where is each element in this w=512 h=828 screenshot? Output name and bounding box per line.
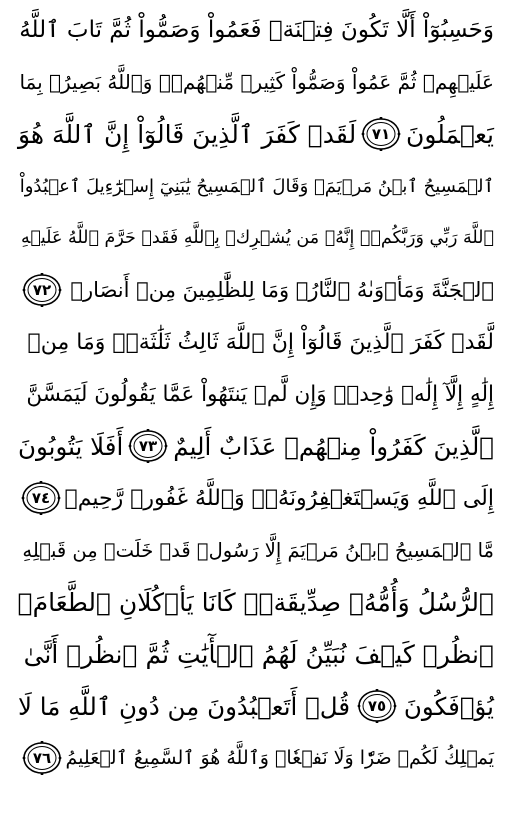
ayah-number-marker [21, 481, 61, 515]
verse-text: لَقَدۡ كَفَرَ ٱلَّذِينَ قَالُوٓاْ إِنَّ ٱللَّهَ هُوَ [18, 119, 357, 149]
verse-text: ٱنظُرۡ كَيۡفَ نُبَيِّنُ لَهُمُ ٱلۡأٓيَٰتِ ثُمَّ ٱنظُرۡ أَنَّىٰ [23, 639, 494, 669]
verse-line [18, 576, 494, 628]
ayah-number-marker [22, 741, 62, 775]
verse-line [18, 628, 494, 680]
verse-text: ٱلَّذِينَ كَفَرُواْ مِنۡهُمۡ عَذَابٌ أَلِيمٌ [173, 431, 494, 461]
ayah-ornament-icon [22, 273, 62, 307]
verse-text: إِلَى ٱللَّهِ وَيَسۡتَغۡفِرُونَهُۥۚ وَٱللَّهُ غَفُورٞ رَّحِيمٞ [64, 485, 494, 511]
verse-line [18, 524, 494, 576]
ayah-number: ٧٣ [139, 437, 158, 455]
verse-line [18, 368, 494, 420]
verse-text: يُؤۡفَكُونَ [403, 691, 494, 721]
verse-line [18, 420, 494, 472]
verse-text: أَفَلَا يَتُوبُونَ [18, 431, 124, 461]
verse-text: ٱلرُّسُلُ وَأُمُّهُۥ صِدِّيقَةٞۖ كَانَا يَأۡكُلَانِ ٱلطَّعَامَۗ [17, 587, 494, 617]
ayah-ornament-icon [21, 481, 61, 515]
verse-text: يَعۡمَلُونَ [405, 119, 494, 149]
ayah-number: ٧١ [371, 125, 391, 143]
verse-line [18, 160, 494, 212]
verse-text: ٱللَّهَ رَبِّي وَرَبَّكُمۡۖ إِنَّهُۥ مَن يُشۡرِكۡ بِٱللَّهِ فَقَدۡ حَرَّمَ ٱللَّهُ عَلَيۡهِ [20, 228, 494, 248]
verse-text: ٱلۡمَسِيحُ ٱبۡنُ مَرۡيَمَۖ وَقَالَ ٱلۡمَسِيحُ يَٰبَنِيٓ إِسۡرَٰٓءِيلَ ٱعۡبُدُواْ [19, 175, 494, 197]
ayah-ornament-icon [22, 741, 62, 775]
ayah-ornament-icon [361, 117, 401, 151]
verse-line [18, 212, 494, 264]
verse-text: قُلۡ أَتَعۡبُدُونَ مِن دُونِ ٱللَّهِ مَا لَا [18, 691, 351, 721]
verse-line [18, 316, 494, 368]
ayah-number-marker [22, 273, 62, 307]
verse-text: ٱلۡجَنَّةَ وَمَأۡوَىٰهُ ٱلنَّارُۖ وَمَا لِلظَّٰلِمِينَ مِنۡ أَنصَارٖ [70, 278, 494, 302]
verse-text: وَحَسِبُوٓاْ أَلَّا تَكُونَ فِتۡنَةٞ فَعَمُواْ وَصَمُّواْ ثُمَّ تَابَ ٱللَّهُ [19, 17, 494, 43]
verse-line [18, 680, 494, 732]
verse-line [18, 732, 494, 784]
ayah-ornament-icon [357, 689, 397, 723]
ayah-number-marker [357, 689, 397, 723]
verse-line [18, 108, 494, 160]
verse-text: إِلَٰهٍ إِلَّآ إِلَٰهٞ وَٰحِدٞۚ وَإِن لَّمۡ يَنتَهُواْ عَمَّا يَقُولُونَ لَيَمَسَّنَّ [26, 381, 494, 407]
ayah-number-marker [361, 117, 401, 151]
verse-text: لَّقَدۡ كَفَرَ ٱلَّذِينَ قَالُوٓاْ إِنَّ ٱللَّهَ ثَالِثُ ثَلَٰثَةٖۘ وَمَا مِنۡ [27, 329, 494, 355]
ayah-number: ٧٦ [32, 749, 51, 767]
verse-text: مَّا ٱلۡمَسِيحُ ٱبۡنُ مَرۡيَمَ إِلَّا رَسُولٞ قَدۡ خَلَتۡ مِن قَبۡلِهِ [22, 538, 494, 562]
verse-line [18, 472, 494, 524]
ayah-number: ٧٥ [367, 697, 387, 715]
verse-line [18, 264, 494, 316]
ayah-number: ٧٢ [32, 281, 52, 299]
ayah-number-marker [128, 429, 168, 463]
verse-line [18, 56, 494, 108]
ayah-ornament-icon [128, 429, 168, 463]
ayah-number: ٧٤ [31, 489, 50, 507]
verse-text: عَلَيۡهِمۡ ثُمَّ عَمُواْ وَصَمُّواْ كَثِيرٞ مِّنۡهُمۡۚ وَٱللَّهُ بَصِيرُۢ بِمَا [19, 70, 494, 94]
verse-line [18, 4, 494, 56]
verse-text: يَمۡلِكُ لَكُمۡ ضَرّٗا وَلَا نَفۡعٗاۚ وَٱللَّهُ هُوَ ٱلسَّمِيعُ ٱلۡعَلِيمُ [65, 747, 494, 769]
